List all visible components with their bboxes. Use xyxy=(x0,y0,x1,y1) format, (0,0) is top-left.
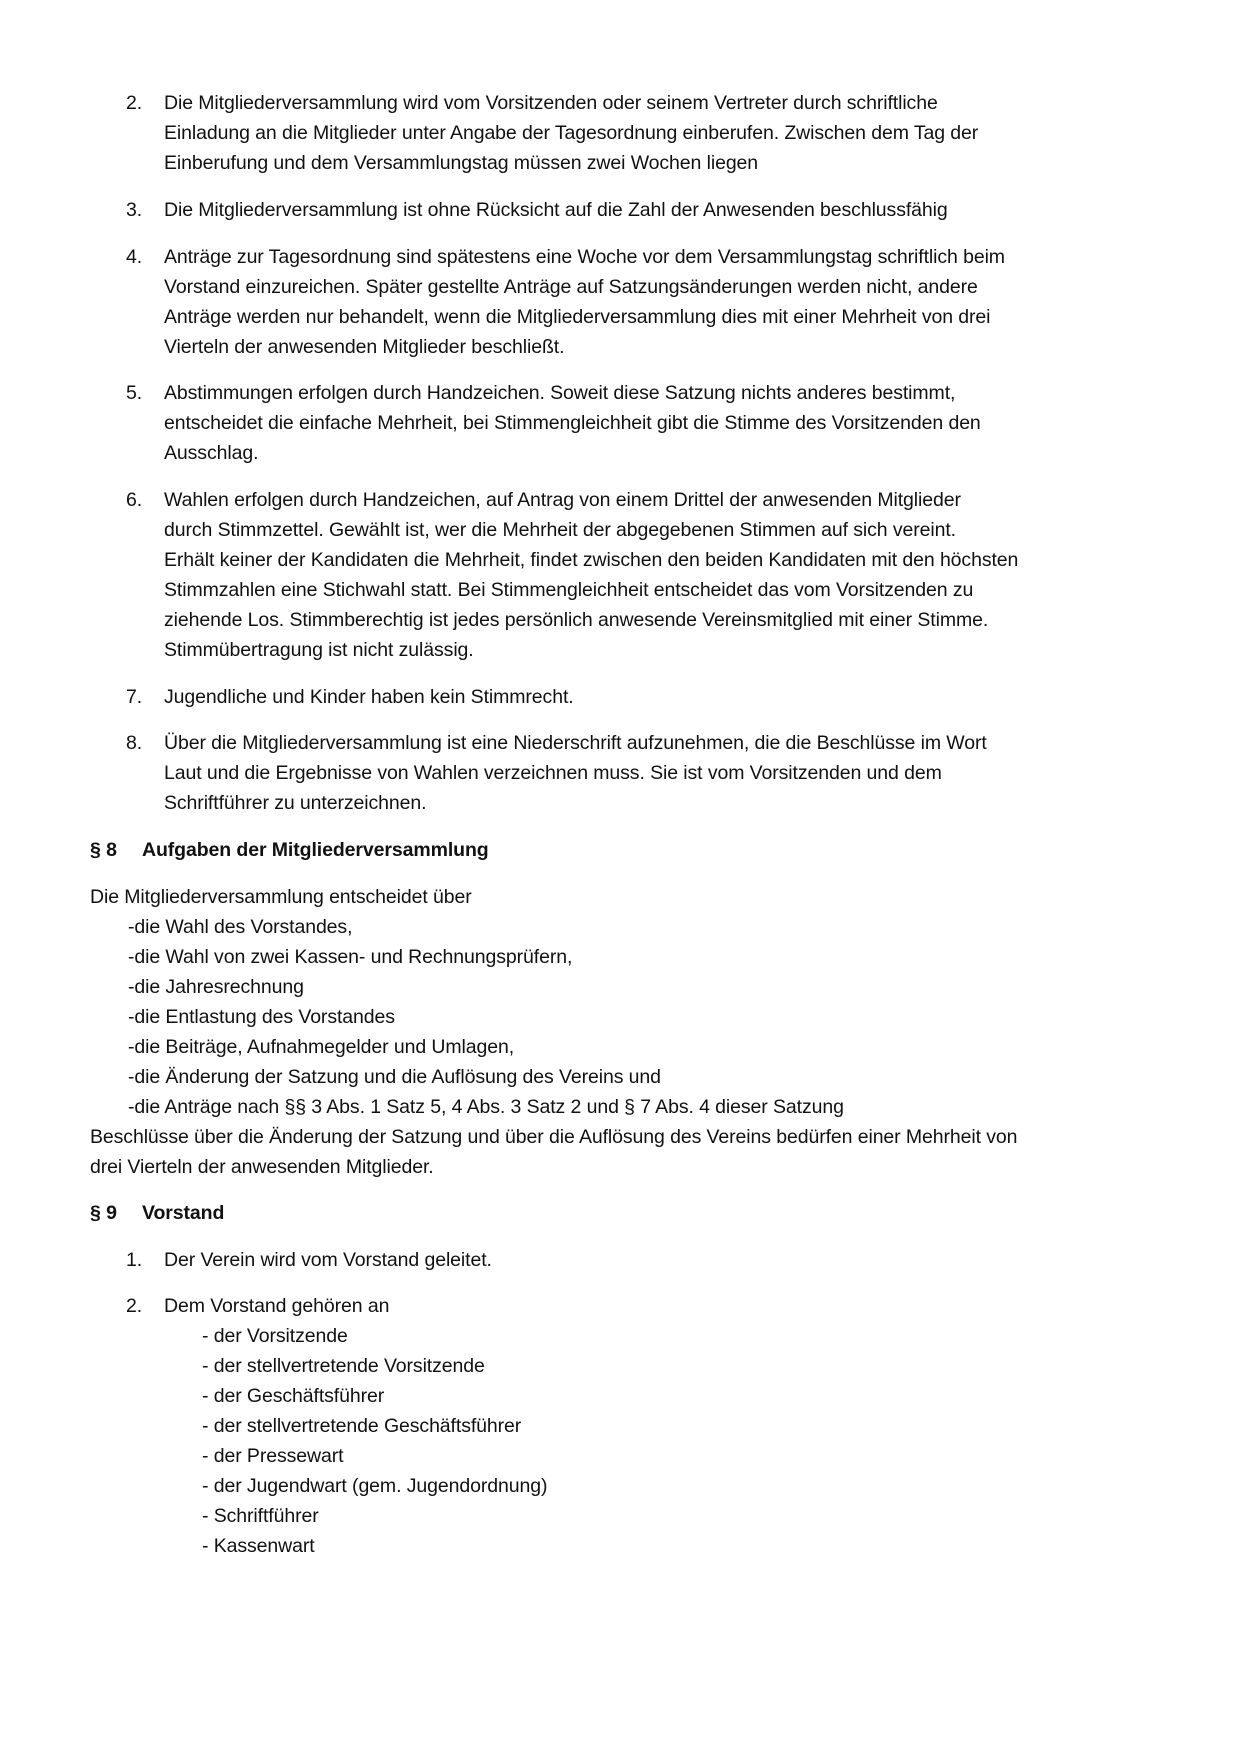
item-text xyxy=(164,682,1164,712)
duty-item: -die Änderung der Satzung und die Auflösung des Vereins und xyxy=(128,1066,661,1088)
item-text xyxy=(164,242,1164,362)
board-members-list xyxy=(164,1321,1164,1561)
item-text xyxy=(164,728,1164,818)
text-line: Schriftführer zu unterzeichnen. xyxy=(164,792,427,814)
text-line: Über die Mitgliederversammlung ist eine Niederschrift aufzunehmen, die die Beschlüsse im Wort xyxy=(164,732,987,754)
item-number: 2. xyxy=(126,1295,143,1317)
board-member: - der stellvertretende Geschäftsführer xyxy=(202,1415,522,1437)
section-heading-9 xyxy=(90,1198,224,1228)
text-line: entscheidet die einfache Mehrheit, bei Stimmengleichheit gibt die Stimme des Vorsitzenden den xyxy=(164,412,981,434)
closing-text: Beschlüsse über die Änderung der Satzung und über die Auflösung des Vereins bedürfen einer Mehrheit von xyxy=(90,1126,1018,1148)
text-line: Stimmübertragung ist nicht zulässig. xyxy=(164,639,474,661)
board-member: - der stellvertretende Vorsitzende xyxy=(202,1355,485,1377)
duty-item: -die Entlastung des Vorstandes xyxy=(128,1006,395,1028)
item-number: 8. xyxy=(126,732,143,754)
text-line: durch Stimmzettel. Gewählt ist, wer die Mehrheit der abgegebenen Stimmen auf sich vereint. xyxy=(164,519,956,541)
text-line: ziehende Los. Stimmberechtig ist jedes persönlich anwesende Vereinsmitglied mit einer Stimme. xyxy=(164,609,989,631)
section-heading-8 xyxy=(90,835,489,865)
board-member: - der Jugendwart (gem. Jugendordnung) xyxy=(202,1475,548,1497)
text-line: Stimmzahlen eine Stichwahl statt. Bei Stimmengleichheit entscheidet das vom Vorsitzenden zu xyxy=(164,579,974,601)
text-line: Vorstand einzureichen. Später gestellte Anträge auf Satzungsänderungen werden nicht, andere xyxy=(164,276,978,298)
duty-item: -die Beiträge, Aufnahmegelder und Umlagen, xyxy=(128,1036,515,1058)
item-text xyxy=(164,1291,1164,1561)
section-number: § 9 xyxy=(90,1202,117,1224)
text-line: Die Mitgliederversammlung wird vom Vorsitzenden oder seinem Vertreter durch schriftliche xyxy=(164,92,938,114)
text-line: Dem Vorstand gehören an xyxy=(164,1295,390,1317)
section-number: § 8 xyxy=(90,839,117,861)
board-member: - der Vorsitzende xyxy=(202,1325,348,1347)
board-member: - Schriftführer xyxy=(202,1505,319,1527)
item-number: 5. xyxy=(126,382,143,404)
text-line: Die Mitgliederversammlung ist ohne Rücksicht auf die Zahl der Anwesenden beschlussfähig xyxy=(164,199,948,221)
duty-item: -die Anträge nach §§ 3 Abs. 1 Satz 5, 4 Abs. 3 Satz 2 und § 7 Abs. 4 dieser Satzung xyxy=(128,1096,844,1118)
item-number: 4. xyxy=(126,246,143,268)
item-number: 1. xyxy=(126,1249,143,1271)
item-text xyxy=(164,1245,1164,1275)
text-line: Wahlen erfolgen durch Handzeichen, auf Antrag von einem Drittel der anwesenden Mitglieder xyxy=(164,489,961,511)
text-line: Anträge werden nur behandelt, wenn die Mitgliederversammlung dies mit einer Mehrheit von drei xyxy=(164,306,991,328)
item-number: 6. xyxy=(126,489,143,511)
closing-text: drei Vierteln der anwesenden Mitglieder. xyxy=(90,1156,434,1178)
item-text xyxy=(164,88,1164,178)
duty-item: -die Wahl von zwei Kassen- und Rechnungsprüfern, xyxy=(128,946,573,968)
section-title: Vorstand xyxy=(142,1202,225,1224)
text-line: Erhält keiner der Kandidaten die Mehrheit, findet zwischen den beiden Kandidaten mit den höchsten xyxy=(164,549,1019,571)
section8-body xyxy=(90,882,1017,1182)
text-line: Abstimmungen erfolgen durch Handzeichen. Soweit diese Satzung nichts anderes bestimmt, xyxy=(164,382,956,404)
text-line: Anträge zur Tagesordnung sind spätestens eine Woche vor dem Versammlungstag schriftlich beim xyxy=(164,246,1005,268)
text-line: Jugendliche und Kinder haben kein Stimmrecht. xyxy=(164,686,574,708)
board-member: - Kassenwart xyxy=(202,1535,315,1557)
text-line: Vierteln der anwesenden Mitglieder beschließt. xyxy=(164,336,565,358)
item-text xyxy=(164,195,1164,225)
text-line: Ausschlag. xyxy=(164,442,259,464)
section-title: Aufgaben der Mitgliederversammlung xyxy=(142,839,489,861)
board-member: - der Geschäftsführer xyxy=(202,1385,385,1407)
text-line: Laut und die Ergebnisse von Wahlen verzeichnen muss. Sie ist vom Vorsitzenden und dem xyxy=(164,762,942,784)
text-line: Einberufung und dem Versammlungstag müssen zwei Wochen liegen xyxy=(164,152,759,174)
board-member: - der Pressewart xyxy=(202,1445,344,1467)
duty-item: -die Wahl des Vorstandes, xyxy=(128,916,353,938)
item-text xyxy=(164,485,1164,665)
text-line: Der Verein wird vom Vorstand geleitet. xyxy=(164,1249,492,1271)
item-number: 7. xyxy=(126,686,143,708)
intro-text: Die Mitgliederversammlung entscheidet über xyxy=(90,886,472,908)
duty-item: -die Jahresrechnung xyxy=(128,976,304,998)
item-number: 3. xyxy=(126,199,143,221)
item-text xyxy=(164,378,1164,468)
item-number: 2. xyxy=(126,92,143,114)
text-line: Einladung an die Mitglieder unter Angabe der Tagesordnung einberufen. Zwischen dem Tag der xyxy=(164,122,979,144)
